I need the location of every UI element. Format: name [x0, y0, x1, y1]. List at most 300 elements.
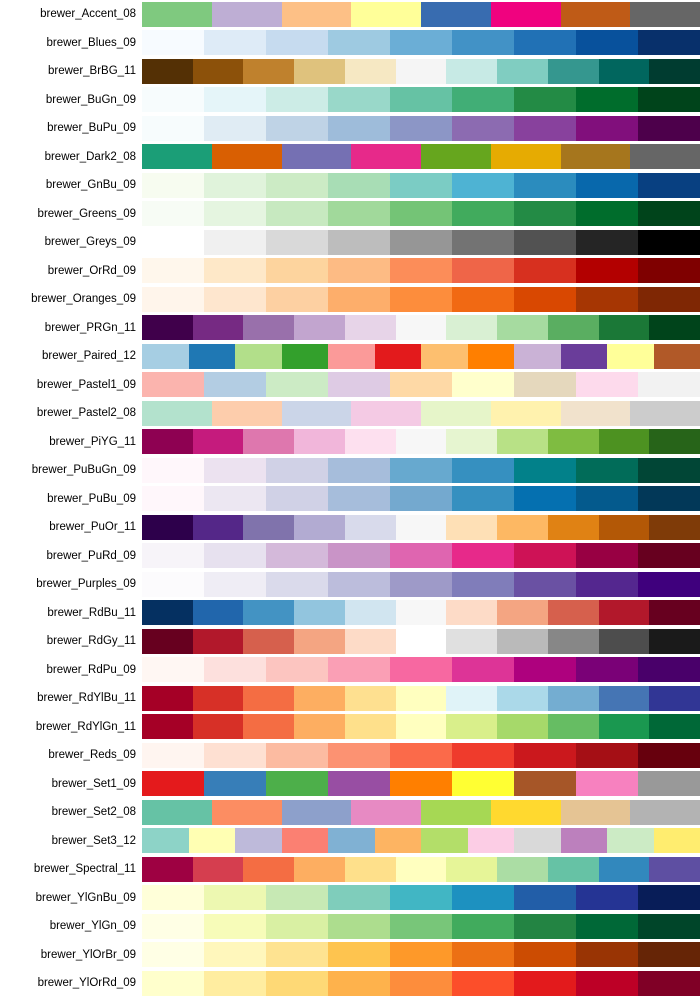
- color-swatch: [576, 287, 638, 312]
- color-swatch: [396, 515, 447, 540]
- color-swatch: [548, 429, 599, 454]
- color-swatch: [142, 401, 212, 426]
- color-swatch: [421, 800, 491, 825]
- color-swatch: [446, 515, 497, 540]
- color-swatch: [142, 857, 193, 882]
- color-swatch: [607, 344, 654, 369]
- color-swatch: [514, 458, 576, 483]
- color-swatch: [452, 942, 514, 967]
- color-swatch: [189, 828, 236, 853]
- color-swatch: [142, 771, 204, 796]
- color-swatch: [649, 600, 700, 625]
- color-swatch: [282, 800, 352, 825]
- color-swatch: [142, 629, 193, 654]
- color-swatch: [561, 800, 631, 825]
- color-swatch: [328, 87, 390, 112]
- color-swatch: [638, 942, 700, 967]
- swatch-strip: [142, 30, 700, 55]
- color-swatch: [514, 743, 576, 768]
- color-swatch: [142, 486, 204, 511]
- color-swatch: [266, 173, 328, 198]
- color-swatch: [514, 885, 576, 910]
- color-swatch: [421, 828, 468, 853]
- color-swatch: [390, 885, 452, 910]
- palette-row: [0, 656, 700, 685]
- color-swatch: [396, 600, 447, 625]
- color-swatch: [345, 515, 396, 540]
- palette-row: [0, 884, 700, 913]
- color-swatch: [654, 828, 700, 853]
- color-swatch: [638, 230, 700, 255]
- palette-row: [0, 285, 700, 314]
- palette-row: [0, 627, 700, 656]
- color-swatch: [548, 515, 599, 540]
- palette-label: brewer_Reds_09: [48, 749, 136, 762]
- color-swatch: [649, 629, 700, 654]
- color-swatch: [497, 629, 548, 654]
- color-swatch: [468, 828, 515, 853]
- color-swatch: [452, 771, 514, 796]
- color-swatch: [561, 344, 608, 369]
- swatch-strip: [142, 372, 700, 397]
- color-swatch: [576, 173, 638, 198]
- color-swatch: [142, 87, 204, 112]
- color-swatch: [638, 30, 700, 55]
- color-swatch: [266, 743, 328, 768]
- palette-row: [0, 456, 700, 485]
- color-swatch: [514, 173, 576, 198]
- color-swatch: [576, 372, 638, 397]
- color-swatch: [193, 515, 244, 540]
- color-swatch: [638, 543, 700, 568]
- color-swatch: [576, 87, 638, 112]
- color-swatch: [266, 942, 328, 967]
- color-swatch: [282, 2, 352, 27]
- color-swatch: [212, 144, 282, 169]
- color-swatch: [421, 144, 491, 169]
- color-swatch: [142, 942, 204, 967]
- color-swatch: [266, 971, 328, 996]
- palette-row: [0, 86, 700, 115]
- swatch-strip: [142, 201, 700, 226]
- color-swatch: [638, 201, 700, 226]
- color-swatch: [390, 30, 452, 55]
- color-swatch: [396, 857, 447, 882]
- palette-label: brewer_RdPu_09: [46, 663, 136, 676]
- color-swatch: [328, 116, 390, 141]
- color-swatch: [294, 686, 345, 711]
- color-swatch: [452, 372, 514, 397]
- swatch-strip: [142, 59, 700, 84]
- swatch-strip: [142, 914, 700, 939]
- palette-row: [0, 29, 700, 58]
- color-swatch: [328, 287, 390, 312]
- color-swatch: [204, 942, 266, 967]
- color-swatch: [396, 629, 447, 654]
- color-swatch: [396, 714, 447, 739]
- palette-label: brewer_RdYlBu_11: [37, 692, 136, 705]
- color-swatch: [514, 287, 576, 312]
- color-swatch: [142, 657, 204, 682]
- color-swatch: [638, 771, 700, 796]
- color-swatch: [204, 657, 266, 682]
- color-swatch: [294, 515, 345, 540]
- color-swatch: [204, 486, 266, 511]
- color-swatch: [328, 543, 390, 568]
- color-swatch: [638, 914, 700, 939]
- color-swatch: [514, 971, 576, 996]
- swatch-strip: [142, 828, 700, 853]
- color-swatch: [446, 714, 497, 739]
- color-swatch: [390, 87, 452, 112]
- color-swatch: [638, 372, 700, 397]
- color-swatch: [390, 543, 452, 568]
- color-swatch: [204, 914, 266, 939]
- color-swatch: [282, 828, 329, 853]
- color-swatch: [649, 686, 700, 711]
- palette-row: [0, 257, 700, 286]
- color-swatch: [638, 287, 700, 312]
- color-swatch: [266, 543, 328, 568]
- color-swatch: [142, 714, 193, 739]
- palette-row: [0, 798, 700, 827]
- color-swatch: [396, 59, 447, 84]
- color-swatch: [390, 743, 452, 768]
- color-swatch: [345, 686, 396, 711]
- color-swatch: [452, 30, 514, 55]
- color-swatch: [266, 87, 328, 112]
- color-swatch: [142, 543, 204, 568]
- color-swatch: [576, 971, 638, 996]
- color-swatch: [491, 401, 561, 426]
- color-swatch: [294, 629, 345, 654]
- palette-row: [0, 684, 700, 713]
- color-swatch: [204, 230, 266, 255]
- color-swatch: [576, 116, 638, 141]
- palette-label: brewer_PuBuGn_09: [31, 464, 136, 477]
- palette-label: brewer_Dark2_08: [44, 150, 136, 163]
- color-swatch: [514, 543, 576, 568]
- color-swatch: [638, 572, 700, 597]
- color-swatch: [452, 486, 514, 511]
- color-swatch: [328, 657, 390, 682]
- color-swatch: [142, 258, 204, 283]
- color-swatch: [294, 429, 345, 454]
- color-swatch: [638, 173, 700, 198]
- color-swatch: [375, 828, 422, 853]
- color-swatch: [599, 629, 650, 654]
- color-swatch: [294, 600, 345, 625]
- color-swatch: [396, 429, 447, 454]
- palette-label: brewer_BuPu_09: [47, 122, 136, 135]
- color-swatch: [142, 173, 204, 198]
- color-swatch: [282, 344, 329, 369]
- palette-label: brewer_PuRd_09: [46, 549, 136, 562]
- color-swatch: [328, 486, 390, 511]
- color-swatch: [599, 515, 650, 540]
- color-swatch: [491, 800, 561, 825]
- color-swatch: [142, 429, 193, 454]
- color-swatch: [491, 144, 561, 169]
- color-swatch: [638, 486, 700, 511]
- color-swatch: [599, 600, 650, 625]
- swatch-strip: [142, 714, 700, 739]
- color-swatch: [514, 30, 576, 55]
- color-swatch: [630, 401, 700, 426]
- color-swatch: [599, 686, 650, 711]
- color-swatch: [497, 686, 548, 711]
- color-swatch: [638, 885, 700, 910]
- swatch-strip: [142, 429, 700, 454]
- color-swatch: [396, 686, 447, 711]
- color-swatch: [142, 515, 193, 540]
- color-swatch: [204, 543, 266, 568]
- color-swatch: [204, 372, 266, 397]
- color-swatch: [548, 857, 599, 882]
- palette-label: brewer_Spectral_11: [33, 863, 136, 876]
- color-swatch: [142, 600, 193, 625]
- color-swatch: [421, 401, 491, 426]
- palette-label: brewer_Accent_08: [40, 8, 136, 21]
- color-swatch: [548, 629, 599, 654]
- color-swatch: [452, 87, 514, 112]
- color-swatch: [514, 87, 576, 112]
- color-swatch: [452, 971, 514, 996]
- color-swatch: [576, 942, 638, 967]
- color-swatch: [421, 2, 491, 27]
- color-swatch: [638, 657, 700, 682]
- palette-label: brewer_RdBu_11: [47, 606, 136, 619]
- color-swatch: [328, 173, 390, 198]
- color-swatch: [142, 914, 204, 939]
- palette-row: [0, 485, 700, 514]
- color-swatch: [204, 30, 266, 55]
- color-swatch: [189, 344, 236, 369]
- color-swatch: [599, 429, 650, 454]
- color-swatch: [328, 258, 390, 283]
- color-swatch: [142, 828, 189, 853]
- palette-row: [0, 599, 700, 628]
- palette-row: [0, 399, 700, 428]
- color-swatch: [243, 714, 294, 739]
- palette-row: [0, 570, 700, 599]
- color-swatch: [390, 486, 452, 511]
- color-swatch: [243, 600, 294, 625]
- color-swatch: [266, 287, 328, 312]
- color-swatch: [193, 429, 244, 454]
- color-swatch: [497, 429, 548, 454]
- palette-row: [0, 228, 700, 257]
- color-swatch: [491, 2, 561, 27]
- color-swatch: [576, 771, 638, 796]
- palette-label: brewer_Paired_12: [42, 350, 136, 363]
- color-swatch: [345, 629, 396, 654]
- color-swatch: [649, 59, 700, 84]
- swatch-strip: [142, 515, 700, 540]
- palette-label: brewer_Greens_09: [37, 207, 136, 220]
- palette-row: [0, 0, 700, 29]
- color-swatch: [204, 572, 266, 597]
- color-swatch: [142, 800, 212, 825]
- palette-label: brewer_YlGnBu_09: [35, 891, 136, 904]
- color-swatch: [654, 344, 700, 369]
- swatch-strip: [142, 486, 700, 511]
- color-swatch: [390, 201, 452, 226]
- color-swatch: [266, 372, 328, 397]
- swatch-strip: [142, 401, 700, 426]
- color-swatch: [514, 486, 576, 511]
- color-swatch: [497, 315, 548, 340]
- color-swatch: [561, 144, 631, 169]
- palette-label: brewer_Greys_09: [44, 236, 136, 249]
- palette-label: brewer_Blues_09: [46, 36, 136, 49]
- color-swatch: [266, 657, 328, 682]
- color-swatch: [446, 629, 497, 654]
- color-swatch: [548, 315, 599, 340]
- color-swatch: [266, 230, 328, 255]
- color-swatch: [446, 857, 497, 882]
- swatch-strip: [142, 572, 700, 597]
- color-swatch: [497, 600, 548, 625]
- color-swatch: [649, 315, 700, 340]
- color-swatch: [328, 771, 390, 796]
- color-swatch: [266, 30, 328, 55]
- color-swatch: [548, 714, 599, 739]
- color-swatch: [345, 857, 396, 882]
- color-swatch: [204, 771, 266, 796]
- color-swatch: [514, 201, 576, 226]
- color-swatch: [452, 201, 514, 226]
- color-swatch: [548, 686, 599, 711]
- color-swatch: [204, 87, 266, 112]
- color-swatch: [266, 914, 328, 939]
- color-swatch: [497, 59, 548, 84]
- color-swatch: [142, 458, 204, 483]
- color-swatch: [328, 572, 390, 597]
- color-swatch: [142, 30, 204, 55]
- palette-row: [0, 513, 700, 542]
- palette-label: brewer_RdYlGn_11: [35, 720, 136, 733]
- color-swatch: [345, 600, 396, 625]
- swatch-strip: [142, 971, 700, 996]
- swatch-strip: [142, 230, 700, 255]
- color-swatch: [446, 429, 497, 454]
- color-swatch: [514, 657, 576, 682]
- palette-row: [0, 912, 700, 941]
- color-swatch: [235, 344, 282, 369]
- color-swatch: [204, 971, 266, 996]
- color-swatch: [390, 287, 452, 312]
- color-swatch: [514, 258, 576, 283]
- swatch-strip: [142, 287, 700, 312]
- swatch-strip: [142, 458, 700, 483]
- swatch-strip: [142, 116, 700, 141]
- color-swatch: [193, 714, 244, 739]
- color-swatch: [649, 515, 700, 540]
- color-swatch: [193, 315, 244, 340]
- palette-label: brewer_RdGy_11: [46, 635, 136, 648]
- swatch-strip: [142, 315, 700, 340]
- color-swatch: [638, 458, 700, 483]
- color-swatch: [390, 971, 452, 996]
- color-swatch: [576, 743, 638, 768]
- color-swatch: [638, 743, 700, 768]
- color-swatch: [576, 657, 638, 682]
- color-swatch: [266, 572, 328, 597]
- color-swatch: [514, 771, 576, 796]
- color-swatch: [345, 429, 396, 454]
- color-swatch: [193, 686, 244, 711]
- color-swatch: [328, 914, 390, 939]
- palette-label: brewer_YlOrBr_09: [40, 948, 136, 961]
- color-swatch: [390, 116, 452, 141]
- color-swatch: [446, 600, 497, 625]
- color-swatch: [514, 230, 576, 255]
- color-swatch: [266, 116, 328, 141]
- color-swatch: [294, 59, 345, 84]
- color-swatch: [561, 401, 631, 426]
- color-swatch: [396, 315, 447, 340]
- swatch-strip: [142, 857, 700, 882]
- color-swatch: [351, 144, 421, 169]
- color-swatch: [345, 59, 396, 84]
- color-swatch: [375, 344, 422, 369]
- color-swatch: [638, 87, 700, 112]
- color-swatch: [390, 372, 452, 397]
- color-swatch: [266, 885, 328, 910]
- color-swatch: [452, 572, 514, 597]
- color-swatch: [452, 230, 514, 255]
- palette-row: [0, 770, 700, 799]
- color-swatch: [390, 771, 452, 796]
- color-swatch: [282, 144, 352, 169]
- color-swatch: [351, 401, 421, 426]
- color-swatch: [390, 258, 452, 283]
- color-swatch: [282, 401, 352, 426]
- color-swatch: [576, 30, 638, 55]
- color-swatch: [649, 857, 700, 882]
- color-swatch: [193, 59, 244, 84]
- color-swatch: [576, 201, 638, 226]
- color-swatch: [142, 2, 212, 27]
- color-swatch: [204, 116, 266, 141]
- color-swatch: [243, 59, 294, 84]
- color-swatch: [193, 600, 244, 625]
- color-swatch: [638, 116, 700, 141]
- palette-label: brewer_YlGn_09: [49, 920, 136, 933]
- color-swatch: [452, 743, 514, 768]
- color-swatch: [243, 429, 294, 454]
- palette-row: [0, 371, 700, 400]
- swatch-strip: [142, 942, 700, 967]
- swatch-strip: [142, 629, 700, 654]
- swatch-strip: [142, 344, 700, 369]
- swatch-strip: [142, 258, 700, 283]
- color-swatch: [468, 344, 515, 369]
- palette-row: [0, 941, 700, 970]
- palette-label: brewer_PuOr_11: [49, 521, 136, 534]
- palette-row: [0, 114, 700, 143]
- color-swatch: [328, 743, 390, 768]
- palette-label: brewer_PiYG_11: [49, 435, 136, 448]
- swatch-strip: [142, 2, 700, 27]
- palette-label: brewer_Purples_09: [36, 578, 136, 591]
- color-swatch: [142, 885, 204, 910]
- palette-row: [0, 428, 700, 457]
- color-swatch: [328, 942, 390, 967]
- color-swatch: [452, 458, 514, 483]
- color-swatch: [294, 315, 345, 340]
